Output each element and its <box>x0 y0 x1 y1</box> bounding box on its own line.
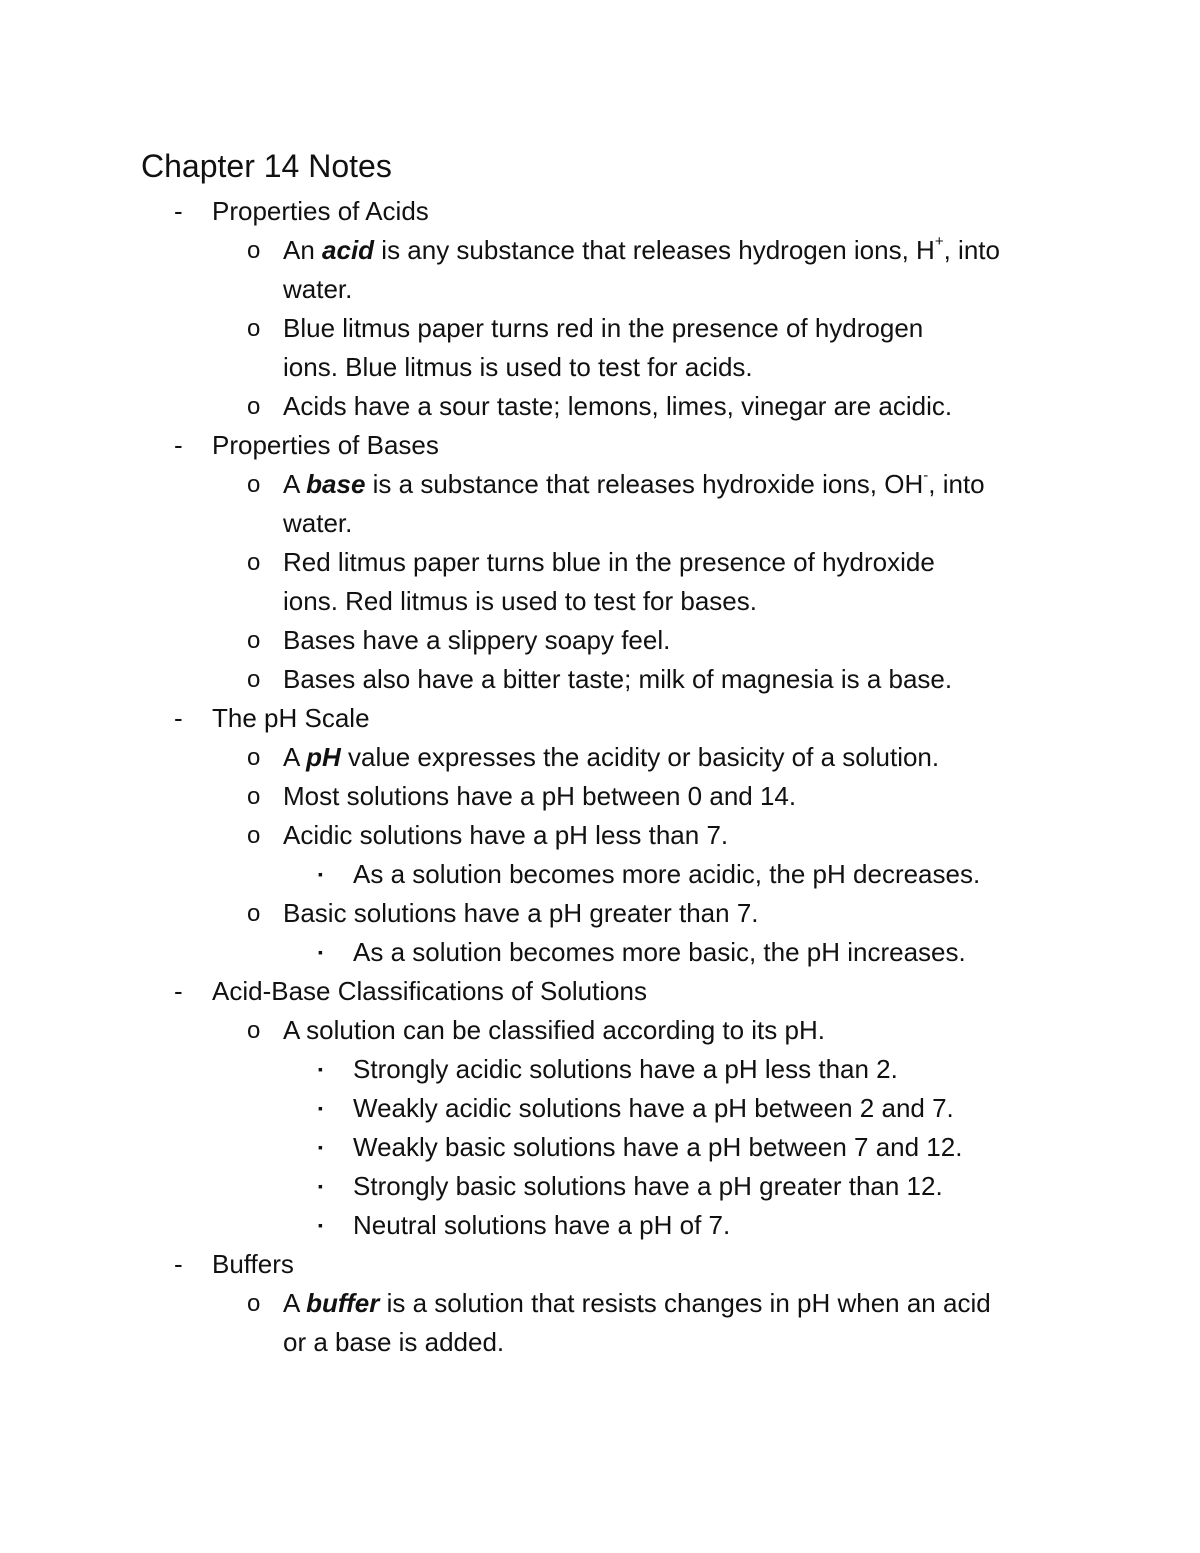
text-fragment: A <box>283 742 307 772</box>
square-bullet: ▪ <box>318 1100 323 1116</box>
red-litmus-line1: Red litmus paper turns blue in the presence of hydroxide <box>283 547 935 577</box>
red-litmus-line2: ions. Red litmus is used to test for bases. <box>283 586 757 616</box>
section-heading-buffers: Buffers <box>212 1249 294 1279</box>
base-definition <box>283 465 985 504</box>
dash-bullet: - <box>174 196 183 226</box>
circle-bullet: o <box>247 1290 261 1317</box>
circle-bullet: o <box>247 549 261 576</box>
text-fragment: , into <box>943 235 1000 265</box>
classification-item: Neutral solutions have a pH of 7. <box>353 1210 731 1240</box>
section-heading-classifications: Acid-Base Classifications of Solutions <box>212 976 647 1006</box>
text-fragment: A <box>283 469 307 499</box>
term-buffer: buffer <box>306 1288 380 1318</box>
circle-bullet: o <box>247 744 261 771</box>
square-bullet: ▪ <box>318 1178 323 1194</box>
section-heading-bases: Properties of Bases <box>212 430 439 460</box>
circle-bullet: o <box>247 393 261 420</box>
superscript-plus: + <box>934 233 944 251</box>
blue-litmus-line2: ions. Blue litmus is used to test for acids. <box>283 352 753 382</box>
text-fragment: is a solution that resists changes in pH when an acid <box>379 1288 991 1318</box>
circle-bullet: o <box>247 1017 261 1044</box>
acid-definition-cont: water. <box>283 274 353 304</box>
dash-bullet: - <box>174 430 183 460</box>
classification-item: Strongly acidic solutions have a pH less than 2. <box>353 1054 898 1084</box>
page-title: Chapter 14 Notes <box>141 148 392 184</box>
classification-intro: A solution can be classified according to its pH. <box>283 1015 825 1045</box>
text-fragment: is a substance that releases hydroxide ions, OH <box>365 469 924 499</box>
circle-bullet: o <box>247 822 261 849</box>
circle-bullet: o <box>247 666 261 693</box>
acid-definition <box>283 231 1000 270</box>
basic-trend: As a solution becomes more basic, the pH increases. <box>353 937 966 967</box>
text-fragment: is any substance that releases hydrogen ions, H <box>374 235 935 265</box>
square-bullet: ▪ <box>318 944 323 960</box>
term-ph: pH <box>306 742 341 772</box>
circle-bullet: o <box>247 900 261 927</box>
square-bullet: ▪ <box>318 866 323 882</box>
classification-item: Strongly basic solutions have a pH greater than 12. <box>353 1171 943 1201</box>
circle-bullet: o <box>247 627 261 654</box>
dash-bullet: - <box>174 703 183 733</box>
basic-solutions: Basic solutions have a pH greater than 7. <box>283 898 759 928</box>
classification-item: Weakly basic solutions have a pH between 7 and 12. <box>353 1132 963 1162</box>
text-fragment: value expresses the acidity or basicity of a solution. <box>340 742 940 772</box>
term-base: base <box>306 469 366 499</box>
section-heading-acids: Properties of Acids <box>212 196 429 226</box>
superscript-minus: - <box>923 467 929 485</box>
acid-taste: Acids have a sour taste; lemons, limes, vinegar are acidic. <box>283 391 953 421</box>
blue-litmus-line1: Blue litmus paper turns red in the presence of hydrogen <box>283 313 924 343</box>
section-heading-ph: The pH Scale <box>212 703 370 733</box>
base-feel: Bases have a slippery soapy feel. <box>283 625 671 655</box>
dash-bullet: - <box>174 1249 183 1279</box>
acidic-trend: As a solution becomes more acidic, the pH decreases. <box>353 859 981 889</box>
buffer-definition-cont: or a base is added. <box>283 1327 505 1357</box>
square-bullet: ▪ <box>318 1217 323 1233</box>
classification-item: Weakly acidic solutions have a pH between 2 and 7. <box>353 1093 954 1123</box>
circle-bullet: o <box>247 315 261 342</box>
circle-bullet: o <box>247 783 261 810</box>
ph-range: Most solutions have a pH between 0 and 14. <box>283 781 797 811</box>
text-fragment: An <box>283 235 323 265</box>
acidic-solutions: Acidic solutions have a pH less than 7. <box>283 820 729 850</box>
square-bullet: ▪ <box>318 1139 323 1155</box>
base-definition-cont: water. <box>283 508 353 538</box>
text-fragment: , into <box>928 469 985 499</box>
square-bullet: ▪ <box>318 1061 323 1077</box>
ph-definition <box>283 738 939 777</box>
text-fragment: A <box>283 1288 307 1318</box>
buffer-definition <box>283 1284 991 1323</box>
circle-bullet: o <box>247 471 261 498</box>
term-acid: acid <box>322 235 375 265</box>
circle-bullet: o <box>247 237 261 264</box>
base-taste: Bases also have a bitter taste; milk of magnesia is a base. <box>283 664 953 694</box>
dash-bullet: - <box>174 976 183 1006</box>
